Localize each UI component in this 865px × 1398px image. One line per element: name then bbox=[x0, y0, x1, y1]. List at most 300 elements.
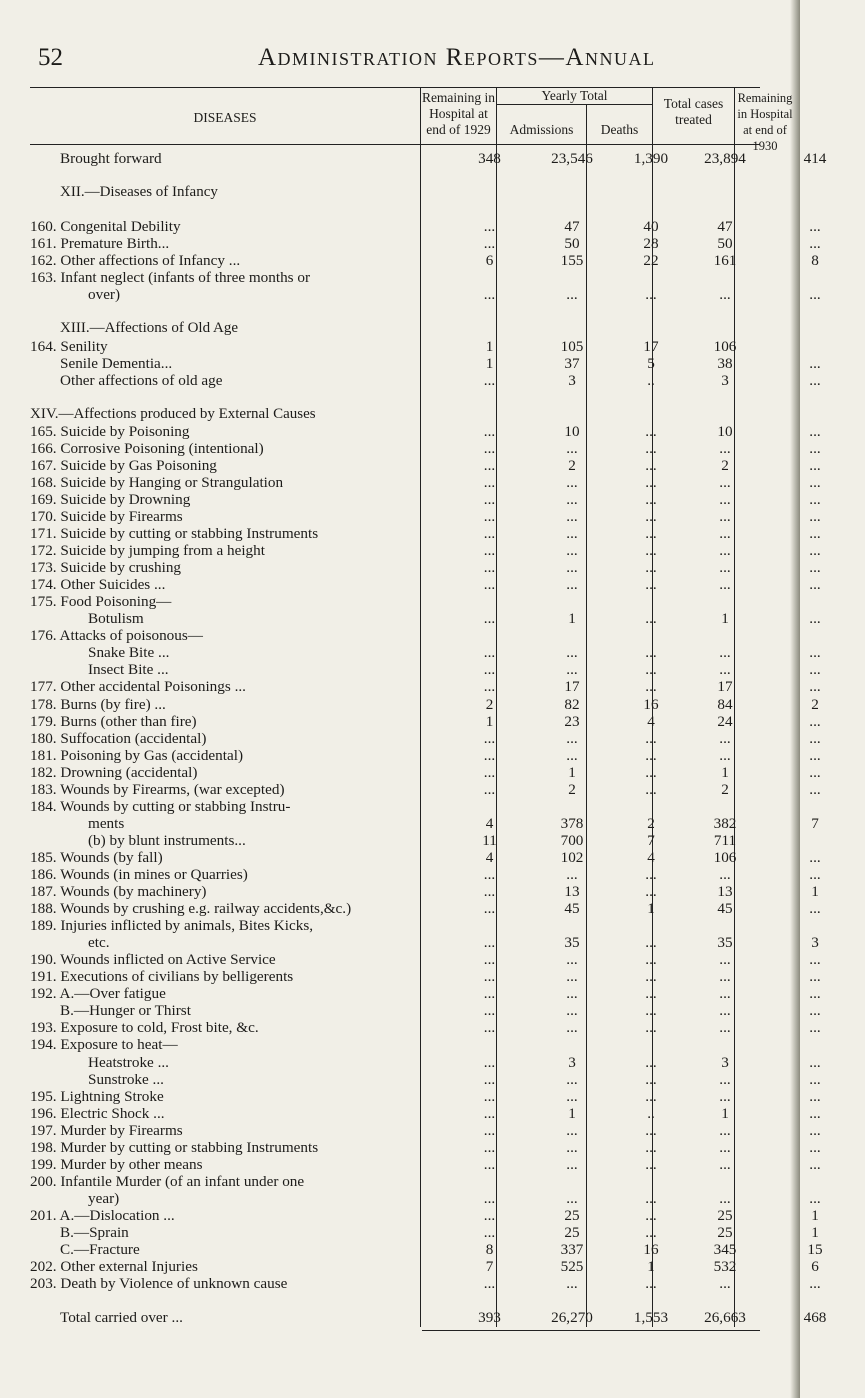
cell-c3: 40 bbox=[643, 218, 659, 236]
table-row bbox=[30, 218, 865, 235]
cell-c5: ... bbox=[809, 1155, 821, 1173]
cell-c4: ... bbox=[719, 1019, 731, 1037]
cell-c4: ... bbox=[719, 644, 731, 662]
cell-c3 bbox=[617, 627, 685, 644]
cell-c2: ... bbox=[566, 1138, 578, 1156]
table-row bbox=[30, 696, 865, 713]
table-row bbox=[30, 338, 865, 355]
row-label: Snake Bite ... bbox=[88, 644, 170, 662]
cell-c1: ... bbox=[483, 1104, 496, 1122]
cell-c5: ... bbox=[809, 900, 821, 918]
table-row bbox=[30, 1241, 865, 1258]
row-label: 203. Death by Violence of unknown cause bbox=[30, 1275, 288, 1293]
cell-c3: ... bbox=[645, 1223, 657, 1241]
cell-c2: ... bbox=[566, 525, 578, 543]
header-admissions: Admissions bbox=[509, 122, 574, 137]
cell-c4: 10 bbox=[717, 422, 733, 440]
cell-c3: ... bbox=[645, 1189, 657, 1207]
table-row bbox=[30, 235, 865, 252]
cell-c1: ... bbox=[483, 644, 496, 662]
row-label: Sunstroke ... bbox=[88, 1070, 164, 1088]
cell-c2: ... bbox=[566, 490, 578, 508]
cell-c5: ... bbox=[809, 286, 821, 304]
table-row bbox=[30, 286, 865, 303]
cell-c5: ... bbox=[809, 712, 821, 730]
cell-c3: ... bbox=[645, 865, 657, 883]
cell-c1: ... bbox=[483, 1155, 496, 1173]
cell-c1: ... bbox=[483, 235, 496, 253]
table-row bbox=[30, 423, 865, 440]
cell-c3 bbox=[617, 1036, 685, 1053]
cell-c4: ... bbox=[719, 985, 731, 1003]
cell-c2: ... bbox=[566, 542, 578, 560]
row-label: 180. Suffocation (accidental) bbox=[30, 729, 207, 747]
cell-c1: 7 bbox=[485, 1258, 494, 1276]
table-row bbox=[30, 440, 865, 457]
cell-c2: ... bbox=[566, 644, 578, 662]
cell-c2: 1 bbox=[568, 610, 576, 628]
cell-c4: 47 bbox=[717, 218, 733, 236]
cell-c1: ... bbox=[483, 473, 496, 491]
disease-table-body bbox=[30, 150, 865, 1326]
cell-c4: ... bbox=[719, 968, 731, 986]
row-label: C.—Fracture bbox=[60, 1241, 140, 1259]
cell-c2: 1 bbox=[568, 1104, 576, 1122]
cell-c1 bbox=[452, 627, 527, 644]
cell-c1: ... bbox=[483, 1070, 496, 1088]
cell-c1: ... bbox=[483, 883, 496, 901]
cell-c2 bbox=[527, 201, 617, 218]
cell-c2: ... bbox=[566, 439, 578, 457]
cell-c5: 1 bbox=[811, 1223, 819, 1241]
cell-c2: ... bbox=[566, 473, 578, 491]
cell-c1: ... bbox=[483, 422, 496, 440]
row-label: 185. Wounds (by fall) bbox=[30, 848, 163, 866]
table-row bbox=[30, 815, 865, 832]
cell-c4 bbox=[685, 167, 765, 184]
cell-c4: ... bbox=[719, 439, 731, 457]
row-label: 195. Lightning Stroke bbox=[30, 1087, 164, 1105]
cell-c5: ... bbox=[809, 848, 821, 866]
cell-c5: ... bbox=[809, 780, 821, 798]
row-label: Senile Dementia... bbox=[60, 354, 173, 372]
cell-c1 bbox=[452, 303, 527, 320]
cell-c4: 1 bbox=[721, 763, 729, 781]
cell-c3: ... bbox=[645, 934, 657, 952]
table-row bbox=[30, 303, 865, 320]
cell-c4: 13 bbox=[717, 883, 733, 901]
cell-c2: ... bbox=[566, 661, 578, 679]
table-row bbox=[30, 713, 865, 730]
cell-c1: 6 bbox=[485, 252, 494, 270]
row-label: ments bbox=[88, 814, 125, 832]
cell-c1: ... bbox=[483, 934, 496, 952]
cell-c3: ... bbox=[645, 525, 657, 543]
cell-c3: 17 bbox=[643, 337, 659, 355]
cell-c1 bbox=[452, 406, 527, 423]
section-heading: XIV.—Affections produced by External Causes bbox=[30, 405, 316, 422]
cell-c2: 50 bbox=[564, 235, 580, 253]
cell-c3: ... bbox=[645, 508, 657, 525]
cell-c3: ... bbox=[645, 729, 657, 747]
cell-c3 bbox=[617, 303, 685, 320]
cell-c4 bbox=[685, 1292, 765, 1309]
cell-c3: ... bbox=[645, 1121, 657, 1139]
cell-c2: 378 bbox=[560, 814, 584, 832]
table-row bbox=[30, 730, 865, 747]
cell-c2 bbox=[527, 406, 617, 423]
cell-c4: 106 bbox=[713, 848, 737, 866]
cell-c5: ... bbox=[809, 644, 821, 662]
cell-c5: ... bbox=[809, 422, 821, 440]
cell-c2: 337 bbox=[560, 1241, 584, 1259]
cell-c5: ... bbox=[809, 678, 821, 696]
cell-c3: ... bbox=[645, 1275, 657, 1293]
cell-c4: 382 bbox=[713, 814, 737, 832]
row-label: B.—Sprain bbox=[60, 1223, 129, 1241]
section-heading: XIII.—Affections of Old Age bbox=[60, 320, 239, 337]
cell-c2: ... bbox=[566, 508, 578, 525]
section-heading: XII.—Diseases of Infancy bbox=[60, 184, 218, 201]
cell-c5: ... bbox=[809, 865, 821, 883]
cell-c1: ... bbox=[483, 985, 496, 1003]
cell-c3: 7 bbox=[647, 831, 655, 849]
row-label: Insect Bite ... bbox=[88, 661, 169, 679]
cell-c1: 1 bbox=[485, 712, 494, 730]
cell-c4 bbox=[685, 269, 765, 286]
cell-c2: ... bbox=[566, 1121, 578, 1139]
cell-c5 bbox=[765, 1036, 865, 1053]
table-row bbox=[30, 474, 865, 491]
cell-c1 bbox=[452, 389, 527, 406]
table-row bbox=[30, 1105, 865, 1122]
cell-c4: ... bbox=[719, 542, 731, 560]
cell-c4: ... bbox=[719, 1275, 731, 1293]
row-label: 200. Infantile Murder (of an infant under one bbox=[30, 1172, 305, 1190]
cell-c1: ... bbox=[483, 729, 496, 747]
cell-c5 bbox=[765, 201, 865, 218]
row-label: 170. Suicide by Firearms bbox=[30, 508, 183, 525]
cell-c3: ... bbox=[645, 456, 657, 474]
cell-c2: 105 bbox=[560, 337, 584, 355]
table-row bbox=[30, 627, 865, 644]
cell-c2 bbox=[527, 320, 617, 337]
cell-c4: ... bbox=[719, 1070, 731, 1088]
row-label: Total carried over ... bbox=[60, 1309, 183, 1327]
row-label: etc. bbox=[88, 934, 110, 952]
cell-c5: ... bbox=[809, 1002, 821, 1020]
cell-c5: ... bbox=[809, 763, 821, 781]
table-row bbox=[30, 542, 865, 559]
cell-c2 bbox=[527, 593, 617, 610]
cell-c2: 155 bbox=[560, 252, 584, 270]
row-label: year) bbox=[88, 1189, 120, 1207]
row-label: 175. Food Poisoning— bbox=[30, 593, 172, 611]
cell-c4: 1 bbox=[721, 1104, 729, 1122]
row-label: 176. Attacks of poisonous— bbox=[30, 627, 203, 645]
table-row bbox=[30, 644, 865, 661]
table-row bbox=[30, 832, 865, 849]
row-label: 198. Murder by cutting or stabbing Instruments bbox=[30, 1138, 319, 1156]
cell-c4: 1 bbox=[721, 610, 729, 628]
cell-c1: ... bbox=[483, 559, 496, 577]
table-row bbox=[30, 559, 865, 576]
cell-c2 bbox=[527, 269, 617, 286]
cell-c3: ... bbox=[645, 678, 657, 696]
cell-c3: 22 bbox=[643, 252, 659, 270]
row-label: 160. Congenital Debility bbox=[30, 218, 181, 236]
table-row bbox=[30, 406, 865, 423]
cell-c2 bbox=[527, 627, 617, 644]
cell-c3: ... bbox=[645, 644, 657, 662]
row-label: Heatstroke ... bbox=[88, 1053, 169, 1071]
cell-c3: 2 bbox=[647, 814, 655, 832]
cell-c5: 8 bbox=[811, 252, 819, 270]
cell-c2: 2 bbox=[568, 456, 576, 474]
cell-c1: ... bbox=[483, 439, 496, 457]
cell-c4: ... bbox=[719, 1002, 731, 1020]
cell-c5: ... bbox=[809, 1070, 821, 1088]
cell-c2: 13 bbox=[564, 883, 580, 901]
table-row bbox=[30, 917, 865, 934]
cell-c5: ... bbox=[809, 456, 821, 474]
cell-c5 bbox=[765, 1292, 865, 1309]
row-label bbox=[30, 303, 452, 320]
cell-c1: ... bbox=[483, 1138, 496, 1156]
cell-c1 bbox=[452, 593, 527, 610]
table-row bbox=[30, 747, 865, 764]
cell-c3: 28 bbox=[643, 235, 659, 253]
cell-c4 bbox=[685, 1173, 765, 1190]
cell-c5: ... bbox=[809, 525, 821, 543]
cell-c3 bbox=[617, 389, 685, 406]
cell-c2 bbox=[527, 389, 617, 406]
cell-c4: ... bbox=[719, 951, 731, 969]
cell-c1: ... bbox=[483, 865, 496, 883]
cell-c3: ... bbox=[645, 1087, 657, 1105]
row-label: 193. Exposure to cold, Frost bite, &c. bbox=[30, 1019, 259, 1037]
cell-c3 bbox=[617, 167, 685, 184]
cell-c1: ... bbox=[483, 746, 496, 764]
table-row bbox=[30, 252, 865, 269]
table-row bbox=[30, 1309, 865, 1326]
header-diseases: DISEASES bbox=[193, 110, 257, 125]
row-label: 171. Suicide by cutting or stabbing Instruments bbox=[30, 525, 319, 543]
cell-c2: 23 bbox=[564, 712, 580, 730]
table-row bbox=[30, 1036, 865, 1053]
cell-c2 bbox=[527, 303, 617, 320]
cell-c2 bbox=[527, 798, 617, 815]
cell-c3: ... bbox=[645, 490, 657, 508]
cell-c4: 3 bbox=[721, 371, 729, 389]
cell-c5 bbox=[765, 389, 865, 406]
table-row bbox=[30, 1275, 865, 1292]
cell-c3: 4 bbox=[647, 712, 655, 730]
cell-c4: 2 bbox=[721, 456, 729, 474]
cell-c1: ... bbox=[483, 218, 496, 236]
cell-c5: ... bbox=[809, 729, 821, 747]
cell-c5 bbox=[765, 269, 865, 286]
cell-c4: 84 bbox=[717, 695, 733, 713]
cell-c2: 3 bbox=[568, 1053, 576, 1071]
cell-c1 bbox=[452, 184, 527, 201]
cell-c4: 532 bbox=[713, 1258, 737, 1276]
cell-c4: ... bbox=[719, 729, 731, 747]
cell-c3: ... bbox=[645, 286, 657, 304]
cell-c2: ... bbox=[566, 729, 578, 747]
header-total-treated: Total cases treated bbox=[663, 96, 724, 127]
cell-c5: ... bbox=[809, 439, 821, 457]
cell-c4 bbox=[685, 303, 765, 320]
header-deaths: Deaths bbox=[600, 122, 639, 137]
table-row bbox=[30, 678, 865, 695]
row-label: 197. Murder by Firearms bbox=[30, 1121, 183, 1139]
table-row bbox=[30, 1207, 865, 1224]
cell-c5: ... bbox=[809, 1275, 821, 1293]
row-label: Botulism bbox=[88, 610, 144, 628]
table-row bbox=[30, 355, 865, 372]
yearly-total-rule bbox=[496, 104, 652, 105]
cell-c3: 1,390 bbox=[633, 150, 669, 168]
cell-c5: ... bbox=[809, 985, 821, 1003]
table-row bbox=[30, 866, 865, 883]
cell-c3 bbox=[617, 269, 685, 286]
cell-c2: ... bbox=[566, 286, 578, 304]
cell-c1: ... bbox=[483, 1206, 496, 1224]
cell-c5: ... bbox=[809, 1138, 821, 1156]
cell-c1 bbox=[452, 269, 527, 286]
header-remaining-1930: Remaining in Hospital at end of 1930 bbox=[737, 91, 793, 153]
cell-c3: ... bbox=[645, 968, 657, 986]
cell-c5 bbox=[765, 627, 865, 644]
cell-c1: ... bbox=[483, 951, 496, 969]
cell-c3: 4 bbox=[647, 848, 655, 866]
cell-c1: ... bbox=[483, 1002, 496, 1020]
total-rule bbox=[422, 1330, 760, 1331]
cell-c3 bbox=[617, 201, 685, 218]
cell-c5: ... bbox=[809, 354, 821, 372]
cell-c4: ... bbox=[719, 1121, 731, 1139]
cell-c5: ... bbox=[809, 951, 821, 969]
row-label: B.—Hunger or Thirst bbox=[60, 1002, 191, 1020]
cell-c5 bbox=[765, 320, 865, 337]
cell-c5: 2 bbox=[811, 695, 819, 713]
cell-c4: ... bbox=[719, 1155, 731, 1173]
cell-c2: 3 bbox=[568, 371, 576, 389]
row-label: 189. Injuries inflicted by animals, Bites Kicks, bbox=[30, 917, 314, 935]
row-label: 166. Corrosive Poisoning (intentional) bbox=[30, 439, 264, 457]
cell-c4: 50 bbox=[717, 235, 733, 253]
cell-c3: ... bbox=[645, 473, 657, 491]
cell-c2: 700 bbox=[560, 831, 584, 849]
cell-c4: 23,894 bbox=[704, 150, 746, 168]
cell-c1: 11 bbox=[482, 831, 497, 849]
row-label: 173. Suicide by crushing bbox=[30, 559, 182, 577]
cell-c2: ... bbox=[566, 985, 578, 1003]
cell-c3: ... bbox=[645, 951, 657, 969]
cell-c4: ... bbox=[719, 525, 731, 543]
cell-c2: 17 bbox=[564, 678, 580, 696]
cell-c5: 6 bbox=[811, 1258, 819, 1276]
cell-c3: ... bbox=[645, 763, 657, 781]
cell-c3: ... bbox=[645, 1019, 657, 1037]
cell-c5: ... bbox=[809, 218, 821, 236]
cell-c1: ... bbox=[483, 576, 496, 594]
row-label: Other affections of old age bbox=[60, 371, 223, 389]
table-row bbox=[30, 1224, 865, 1241]
cell-c4: 24 bbox=[717, 712, 733, 730]
row-label: 187. Wounds (by machinery) bbox=[30, 883, 207, 901]
cell-c3: ... bbox=[645, 422, 657, 440]
cell-c3 bbox=[617, 798, 685, 815]
table-row bbox=[30, 781, 865, 798]
cell-c4: ... bbox=[719, 746, 731, 764]
cell-c4: 3 bbox=[721, 1053, 729, 1071]
cell-c1 bbox=[452, 1292, 527, 1309]
cell-c5: 468 bbox=[803, 1309, 827, 1327]
table-row bbox=[30, 593, 865, 610]
cell-c5: ... bbox=[809, 1087, 821, 1105]
row-label: 161. Premature Birth... bbox=[30, 235, 170, 253]
row-label: 188. Wounds by crushing e.g. railway accidents,&c.) bbox=[30, 900, 352, 918]
cell-c4: 45 bbox=[717, 900, 733, 918]
cell-c1 bbox=[452, 201, 527, 218]
header-remaining-1929: Remaining in Hospital at end of 1929 bbox=[421, 90, 496, 137]
cell-c3: ... bbox=[645, 780, 657, 798]
row-label: 167. Suicide by Gas Poisoning bbox=[30, 456, 217, 474]
cell-c3 bbox=[617, 184, 685, 201]
table-row bbox=[30, 1173, 865, 1190]
table-row bbox=[30, 269, 865, 286]
cell-c4: 35 bbox=[717, 934, 733, 952]
table-row bbox=[30, 372, 865, 389]
cell-c3: ... bbox=[645, 661, 657, 679]
row-label: 199. Murder by other means bbox=[30, 1155, 203, 1173]
table-row bbox=[30, 150, 865, 167]
row-label: 192. A.—Over fatigue bbox=[30, 985, 166, 1003]
cell-c1: 4 bbox=[485, 814, 494, 832]
cell-c3: ... bbox=[645, 1070, 657, 1088]
table-row bbox=[30, 900, 865, 917]
cell-c5: ... bbox=[809, 661, 821, 679]
row-label: 181. Poisoning by Gas (accidental) bbox=[30, 746, 244, 764]
table-row bbox=[30, 1156, 865, 1173]
cell-c5 bbox=[765, 167, 865, 184]
row-label: 172. Suicide by jumping from a height bbox=[30, 542, 265, 560]
cell-c1: ... bbox=[483, 371, 496, 389]
row-label: 202. Other external Injuries bbox=[30, 1258, 198, 1276]
table-row bbox=[30, 661, 865, 678]
cell-c2: ... bbox=[566, 746, 578, 764]
cell-c1: ... bbox=[483, 610, 496, 628]
cell-c5: 1 bbox=[811, 1206, 819, 1224]
cell-c3: ... bbox=[645, 1138, 657, 1156]
cell-c2: 10 bbox=[564, 422, 580, 440]
header-yearly-total: Yearly Total bbox=[541, 88, 608, 103]
cell-c5 bbox=[765, 1173, 865, 1190]
cell-c4: 345 bbox=[713, 1241, 737, 1259]
cell-c4: ... bbox=[719, 473, 731, 491]
row-label: 196. Electric Shock ... bbox=[30, 1104, 165, 1122]
row-label: 168. Suicide by Hanging or Strangulation bbox=[30, 473, 284, 491]
table-row bbox=[30, 934, 865, 951]
cell-c1: 1 bbox=[485, 354, 494, 372]
cell-c2: 2 bbox=[568, 780, 576, 798]
row-label: (b) by blunt instruments... bbox=[88, 831, 246, 849]
table-row bbox=[30, 201, 865, 218]
table-row bbox=[30, 184, 865, 201]
table-row bbox=[30, 167, 865, 184]
